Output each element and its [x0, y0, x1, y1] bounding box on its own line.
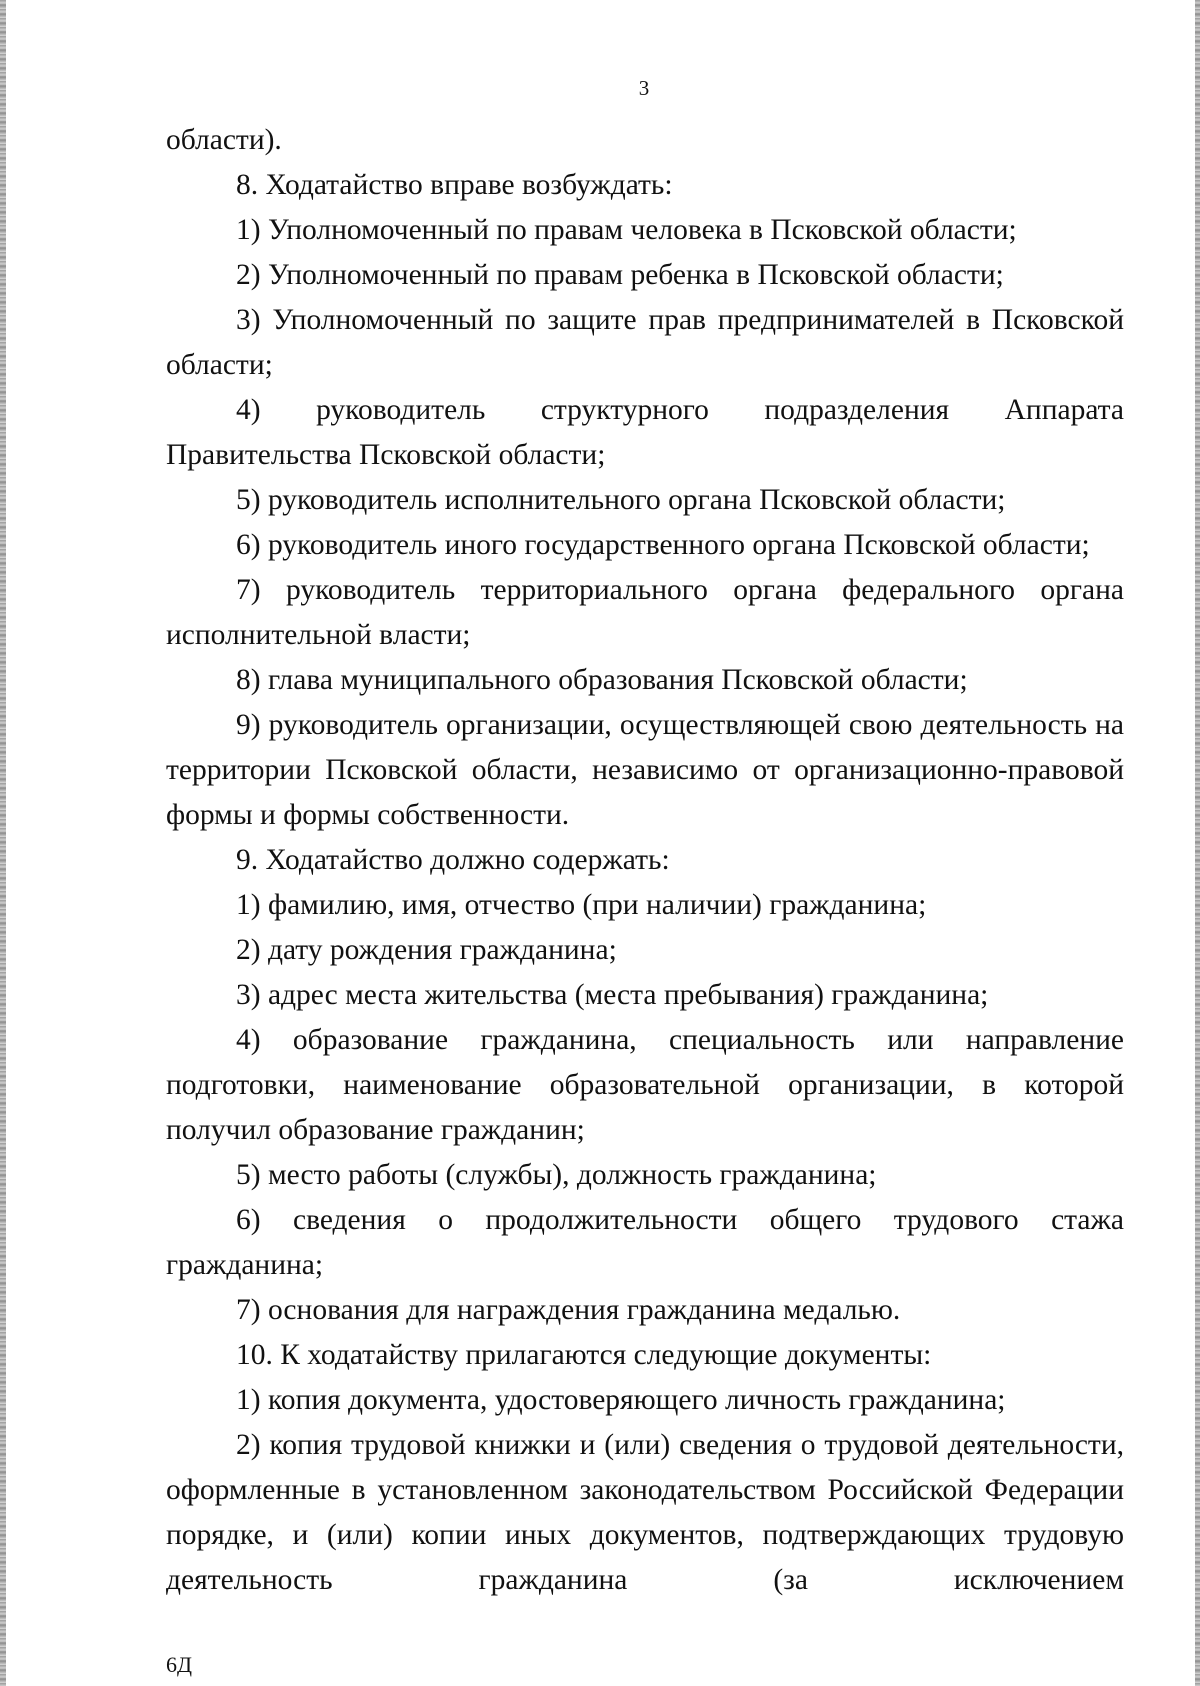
scan-edge-left: [0, 0, 6, 1686]
footer-code: 6Д: [166, 1652, 193, 1677]
paragraph: 7) руководитель территориального органа федерального органа исполнительной власти;: [166, 574, 1124, 651]
paragraph: 7) основания для награждения гражданина медалью.: [236, 1294, 901, 1326]
paragraph: 2) копия трудовой книжки и (или) сведения о трудовой деятельности, оформленные в установленном законодательством Российской Федерации порядке, и (или) копии иных документов, подтверждающих трудовую деятельность гражданина (за исключением: [166, 1429, 1124, 1596]
paragraph: 5) место работы (службы), должность гражданина;: [236, 1159, 877, 1191]
paragraph: 4) руководитель структурного подразделения Аппарата Правительства Псковской области;: [166, 394, 1124, 471]
paragraph: 1) фамилию, имя, отчество (при наличии) гражданина;: [236, 889, 927, 921]
paragraph: области).: [166, 124, 282, 156]
paragraph: 9. Ходатайство должно содержать:: [236, 844, 670, 876]
paragraph: 6) сведения о продолжительности общего трудового стажа гражданина;: [166, 1204, 1124, 1281]
paragraph: 3) Уполномоченный по защите прав предпринимателей в Псковской области;: [166, 304, 1124, 381]
paragraph: 5) руководитель исполнительного органа Псковской области;: [236, 484, 1006, 516]
paragraph: 8. Ходатайство вправе возбуждать:: [236, 169, 673, 201]
scan-edge-right: [1195, 0, 1200, 1686]
paragraph: 1) Уполномоченный по правам человека в Псковской области;: [236, 214, 1017, 246]
paragraph: 9) руководитель организации, осуществляющей свою деятельность на территории Псковской области, независимо от организационно-правовой формы и формы собственности.: [166, 709, 1124, 831]
paragraph: 10. К ходатайству прилагаются следующие документы:: [236, 1339, 932, 1371]
document-body: [166, 118, 1124, 1603]
paragraph: 2) Уполномоченный по правам ребенка в Псковской области;: [236, 259, 1004, 291]
paragraph: 1) копия документа, удостоверяющего личность гражданина;: [236, 1384, 1006, 1416]
paragraph: 4) образование гражданина, специальность или направление подготовки, наименование образовательной организации, в которой получил образование гражданин;: [166, 1024, 1124, 1146]
paragraph: 6) руководитель иного государственного органа Псковской области;: [236, 529, 1090, 561]
paragraph: 8) глава муниципального образования Псковской области;: [236, 664, 968, 696]
page-number: 3: [638, 76, 650, 100]
paragraph: 2) дату рождения гражданина;: [236, 934, 617, 966]
paragraph: 3) адрес места жительства (места пребывания) гражданина;: [236, 979, 989, 1011]
